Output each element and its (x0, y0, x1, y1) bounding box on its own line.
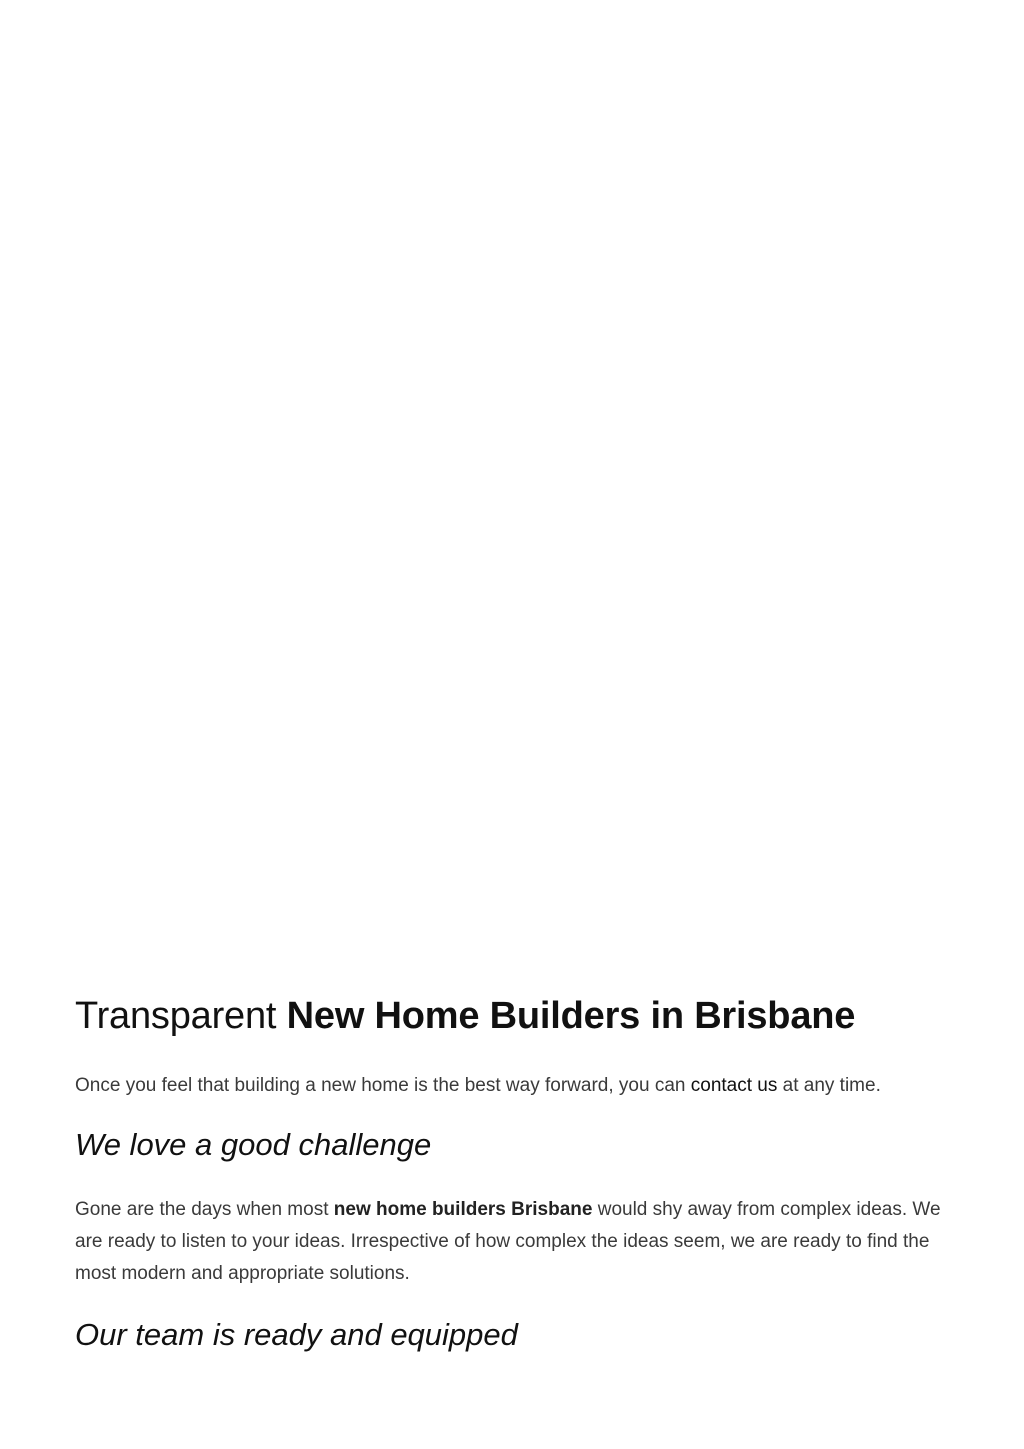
challenge-paragraph (75, 1194, 965, 1290)
section-heading-challenge: We love a good challenge (75, 1127, 432, 1162)
contact-us-link[interactable]: contact us (690, 1075, 778, 1096)
article-content (75, 990, 965, 1356)
intro-text-before-link: Once you feel that building a new home is the best way forward, you can (75, 1075, 691, 1096)
challenge-bold-keyword: new home builders Brisbane (333, 1199, 593, 1220)
page-title (75, 990, 965, 1042)
intro-paragraph (75, 1070, 965, 1102)
intro-text-after-link: at any time. (777, 1075, 881, 1096)
page-title-bold-text: New Home Builders in Brisbane (286, 995, 856, 1037)
challenge-text-before-bold: Gone are the days when most (75, 1199, 334, 1220)
page-title-light-text: Transparent (75, 995, 287, 1037)
section-heading-team: Our team is ready and equipped (75, 1317, 518, 1352)
challenge-text-after-bold: would shy away from complex ideas. We are ready to listen to your ideas. Irrespective of how complex the ideas seem, we are ready to find the most modern and appropriate solutions. (75, 1199, 941, 1284)
